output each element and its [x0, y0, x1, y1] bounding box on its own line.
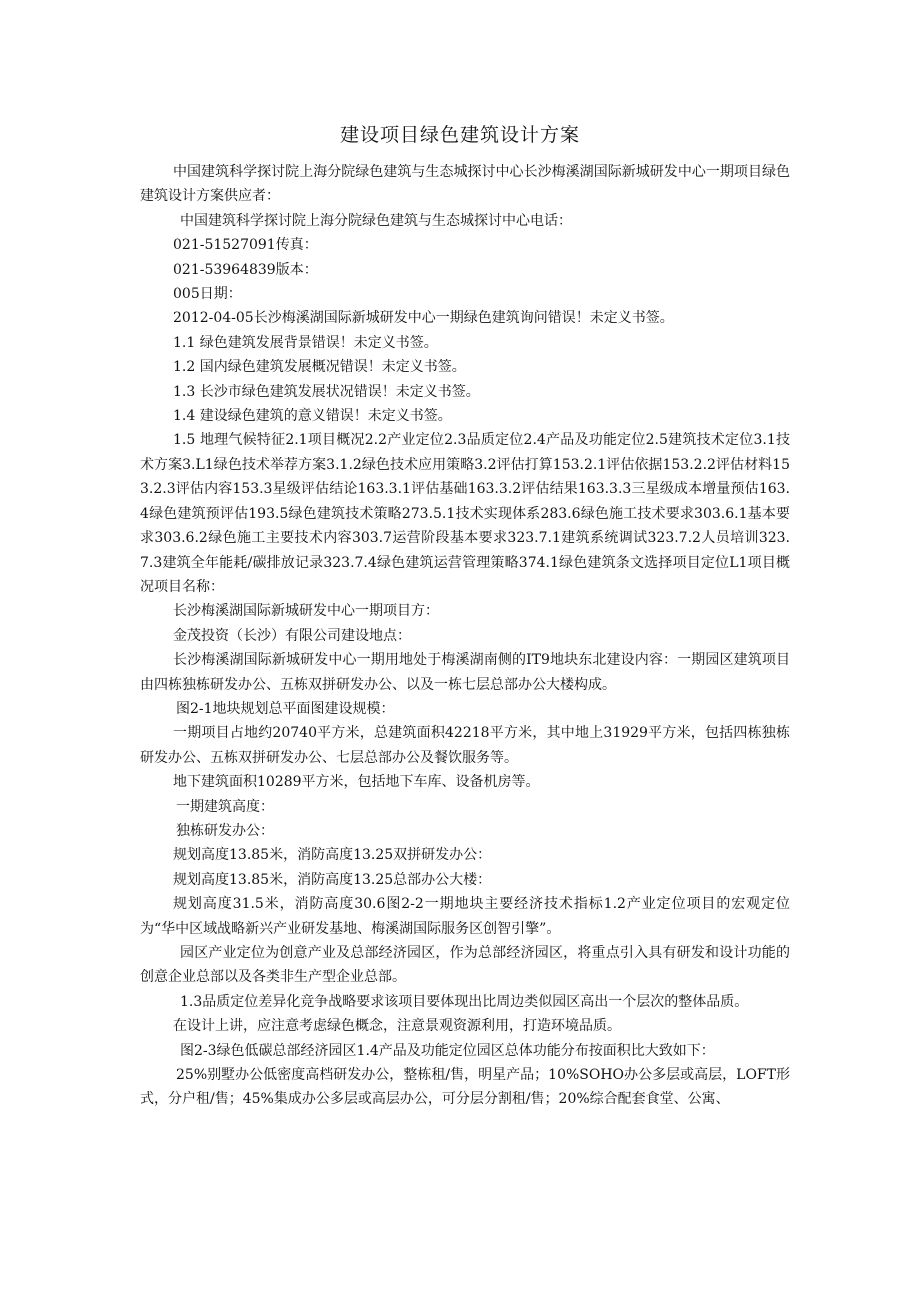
- paragraph-figure-2-1: 图2-1地块规划总平面图建设规模：: [176, 700, 395, 717]
- paragraph-date: 2012-04-05长沙梅溪湖国际新城研发中心一期绿色建筑询问错误！未定义书签。: [173, 310, 674, 327]
- toc-item-1-3: 1.3 长沙市绿色建筑发展状况错误！未定义书签。: [173, 383, 480, 400]
- paragraph-fax: 021-53964839版本：: [173, 261, 318, 278]
- paragraph-height-3: 规划高度31.5米，消防高度30.6图2-2一期地块主要经济技术指标1.2产业定位项目的宏观定位为“华中区域战略新兴产业研发基地、梅溪湖国际服务区创智引擎”。: [140, 896, 790, 937]
- paragraph-height-1: 规划高度13.85米，消防高度13.25双拼研发办公：: [173, 847, 492, 864]
- paragraph-quality-positioning: 1.3品质定位差异化竞争战略要求该项目要体现出比周边类似园区高出一个层次的整体品质。: [180, 993, 749, 1010]
- paragraph-height-2: 规划高度13.85米，消防高度13.25总部办公大楼：: [173, 871, 492, 888]
- document-body: [140, 160, 790, 1112]
- toc-item-1-4: 1.4 建设绿色建筑的意义错误！未定义书签。: [173, 408, 452, 425]
- paragraph-project-party: 长沙梅溪湖国际新城研发中心一期项目方：: [173, 603, 439, 620]
- paragraph-scale: 一期项目占地约20740平方米，总建筑面积42218平方米，其中地上31929平方米，包括四栋独栋研发办公、五栋双拼研发办公、七层总部办公及餐饮服务等。: [140, 725, 790, 766]
- toc-item-1-1: 1.1 绿色建筑发展背景错误！未定义书签。: [173, 334, 438, 351]
- paragraph-industry-positioning: 园区产业定位为创意产业及总部经济园区，作为总部经济园区，将重点引入具有研发和设计功能的创意企业总部以及各类非生产型企业总部。: [140, 945, 790, 986]
- paragraph-phone: 021-51527091传真：: [173, 237, 318, 254]
- paragraph-underground-area: 地下建筑面积10289平方米，包括地下车库、设备机房等。: [173, 774, 540, 791]
- paragraph-function-distribution: 25%别墅办公低密度高档研发办公，整栋租/售，明星产品；10%SOHO办公多层或高层，LOFT形式，分户租/售；45%集成办公多层或高层办公，可分层分割租/售；20%综合配套食堂、公寓、: [140, 1067, 790, 1108]
- paragraph-provider: 中国建筑科学探讨院上海分院绿色建筑与生态城探讨中心电话：: [180, 212, 572, 229]
- paragraph-design-note: 在设计上讲，应注意考虑绿色概念，注意景观资源利用，打造环境品质。: [173, 1018, 621, 1035]
- toc-item-1-2: 1.2 国内绿色建筑发展概况错误！未定义书签。: [173, 359, 466, 376]
- paragraph-construction-site: 金茂投资（长沙）有限公司建设地点：: [173, 627, 411, 644]
- paragraph-building-height: 一期建筑高度：: [176, 798, 274, 815]
- paragraph-figure-2-3: 图2-3绿色低碳总部经济园区1.4产品及功能定位园区总体功能分布按面积比大致如下：: [180, 1042, 715, 1059]
- document-title: 建设项目绿色建筑设计方案: [339, 124, 580, 146]
- paragraph-version: 005日期：: [173, 286, 242, 303]
- toc-item-1-5: 1.5 地理气候特征2.1项目概况2.2产业定位2.3品质定位2.4产品及功能定位2.5建筑技术定位3.1技术方案3.L1绿色技术举荐方案3.1.2绿色技术应用策略3.2评估打算153.2.1评估依据153.2.2评估材料153.2.3评估内容153.3星级评估结论163.3.1评估基础163.3.2评估结果163.3.3三星级成本增量预估163.4绿色建筑预评估193.5绿色建筑技术策略273.5.1技术实现体系283.6绿色施工技术要求303.6.1基本要求303.6.2绿色施工主要技术内容303.7运营阶段基本要求323.7.1建筑系统调试323.7.2人员培训323.7.3建筑全年能耗/碳排放记录323.7.4绿色建筑运营管理策略374.1绿色建筑条文选择项目定位L1项目概况项目名称：: [140, 432, 790, 595]
- paragraph-intro: 中国建筑科学探讨院上海分院绿色建筑与生态城探讨中心长沙梅溪湖国际新城研发中心一期项目绿色建筑设计方案供应者：: [140, 164, 790, 205]
- paragraph-construction-content: 长沙梅溪湖国际新城研发中心一期用地处于梅溪湖南侧的IT9地块东北建设内容：一期园区建筑项目由四栋独栋研发办公、五栋双拼研发办公、以及一栋七层总部办公大楼构成。: [140, 652, 790, 693]
- paragraph-single-office: 独栋研发办公：: [176, 822, 274, 839]
